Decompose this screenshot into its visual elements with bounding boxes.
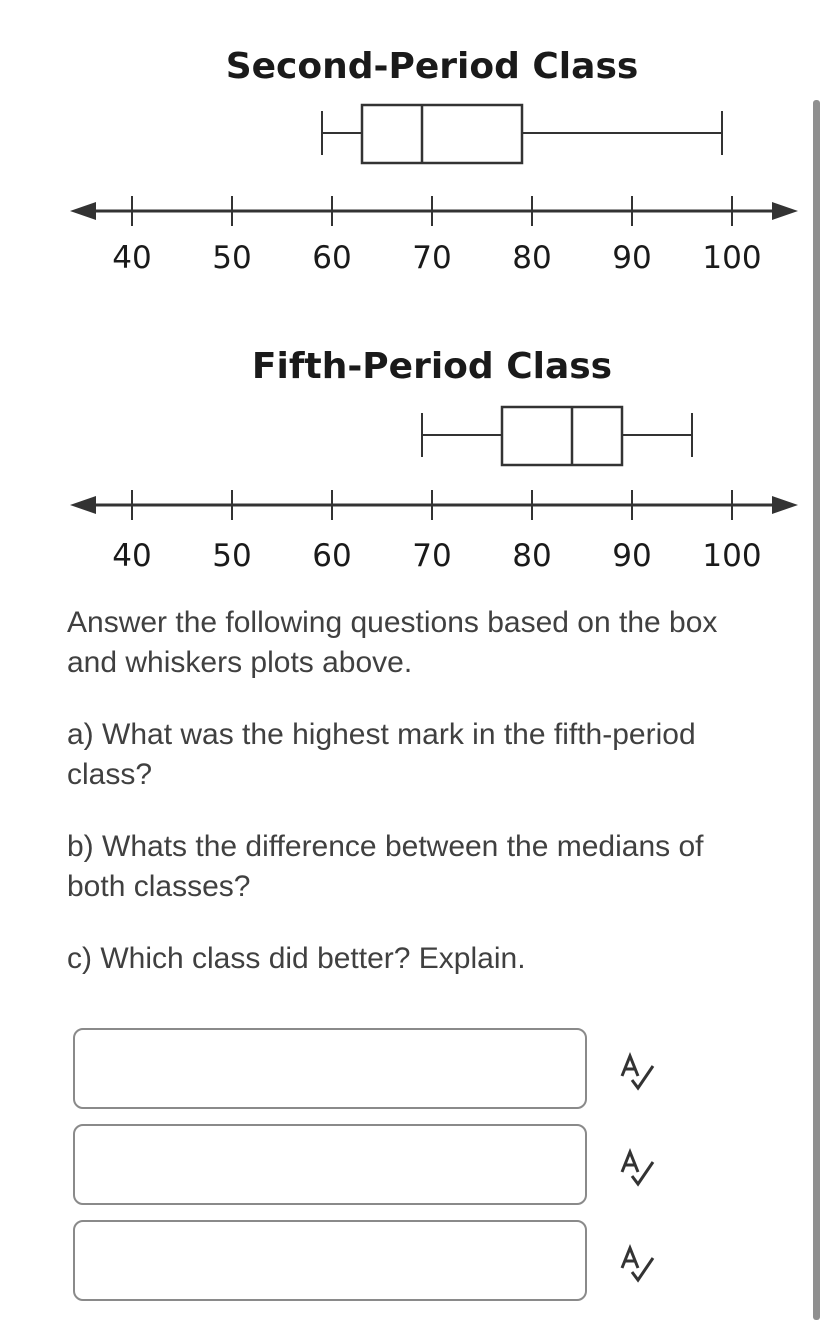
axis-arrow-right <box>772 496 798 514</box>
spellcheck-icon[interactable] <box>618 1050 658 1092</box>
second-period-plot <box>70 46 798 276</box>
question-a: a) What was the highest mark in the fifth-period class? <box>67 718 696 791</box>
scrollbar[interactable] <box>813 100 820 1320</box>
iqr-box <box>502 407 622 465</box>
questions-section <box>67 603 767 1011</box>
spellcheck-icon[interactable] <box>618 1146 658 1188</box>
tick-label: 50 <box>212 538 252 574</box>
iqr-box <box>362 105 522 163</box>
axis-arrow-left <box>70 496 96 514</box>
question-c: c) Which class did better? Explain. <box>67 942 526 975</box>
question-b: b) Whats the difference between the medians of both classes? <box>67 830 704 903</box>
tick-label: 40 <box>112 240 152 276</box>
tick-label: 60 <box>312 240 352 276</box>
tick-label: 100 <box>702 240 762 276</box>
tick-label: 70 <box>412 240 452 276</box>
tick-label: 90 <box>612 538 652 574</box>
axis-arrow-right <box>772 202 798 220</box>
fifth-period-plot <box>70 346 798 574</box>
axis-arrow-left <box>70 202 96 220</box>
box-plots-figure <box>0 0 828 600</box>
answer-input-c[interactable] <box>73 1220 587 1301</box>
answer-input-a[interactable] <box>73 1028 587 1109</box>
tick-label: 80 <box>512 240 552 276</box>
tick-label: 60 <box>312 538 352 574</box>
questions-intro: Answer the following questions based on the box and whiskers plots above. <box>67 606 718 679</box>
tick-label: 80 <box>512 538 552 574</box>
tick-label: 100 <box>702 538 762 574</box>
plot-title: Fifth-Period Class <box>251 346 613 387</box>
tick-label: 40 <box>112 538 152 574</box>
tick-label: 90 <box>612 240 652 276</box>
answer-input-b[interactable] <box>73 1124 587 1205</box>
plot-title: Second-Period Class <box>225 46 639 87</box>
tick-label: 70 <box>412 538 452 574</box>
spellcheck-icon[interactable] <box>618 1242 658 1284</box>
tick-label: 50 <box>212 240 252 276</box>
